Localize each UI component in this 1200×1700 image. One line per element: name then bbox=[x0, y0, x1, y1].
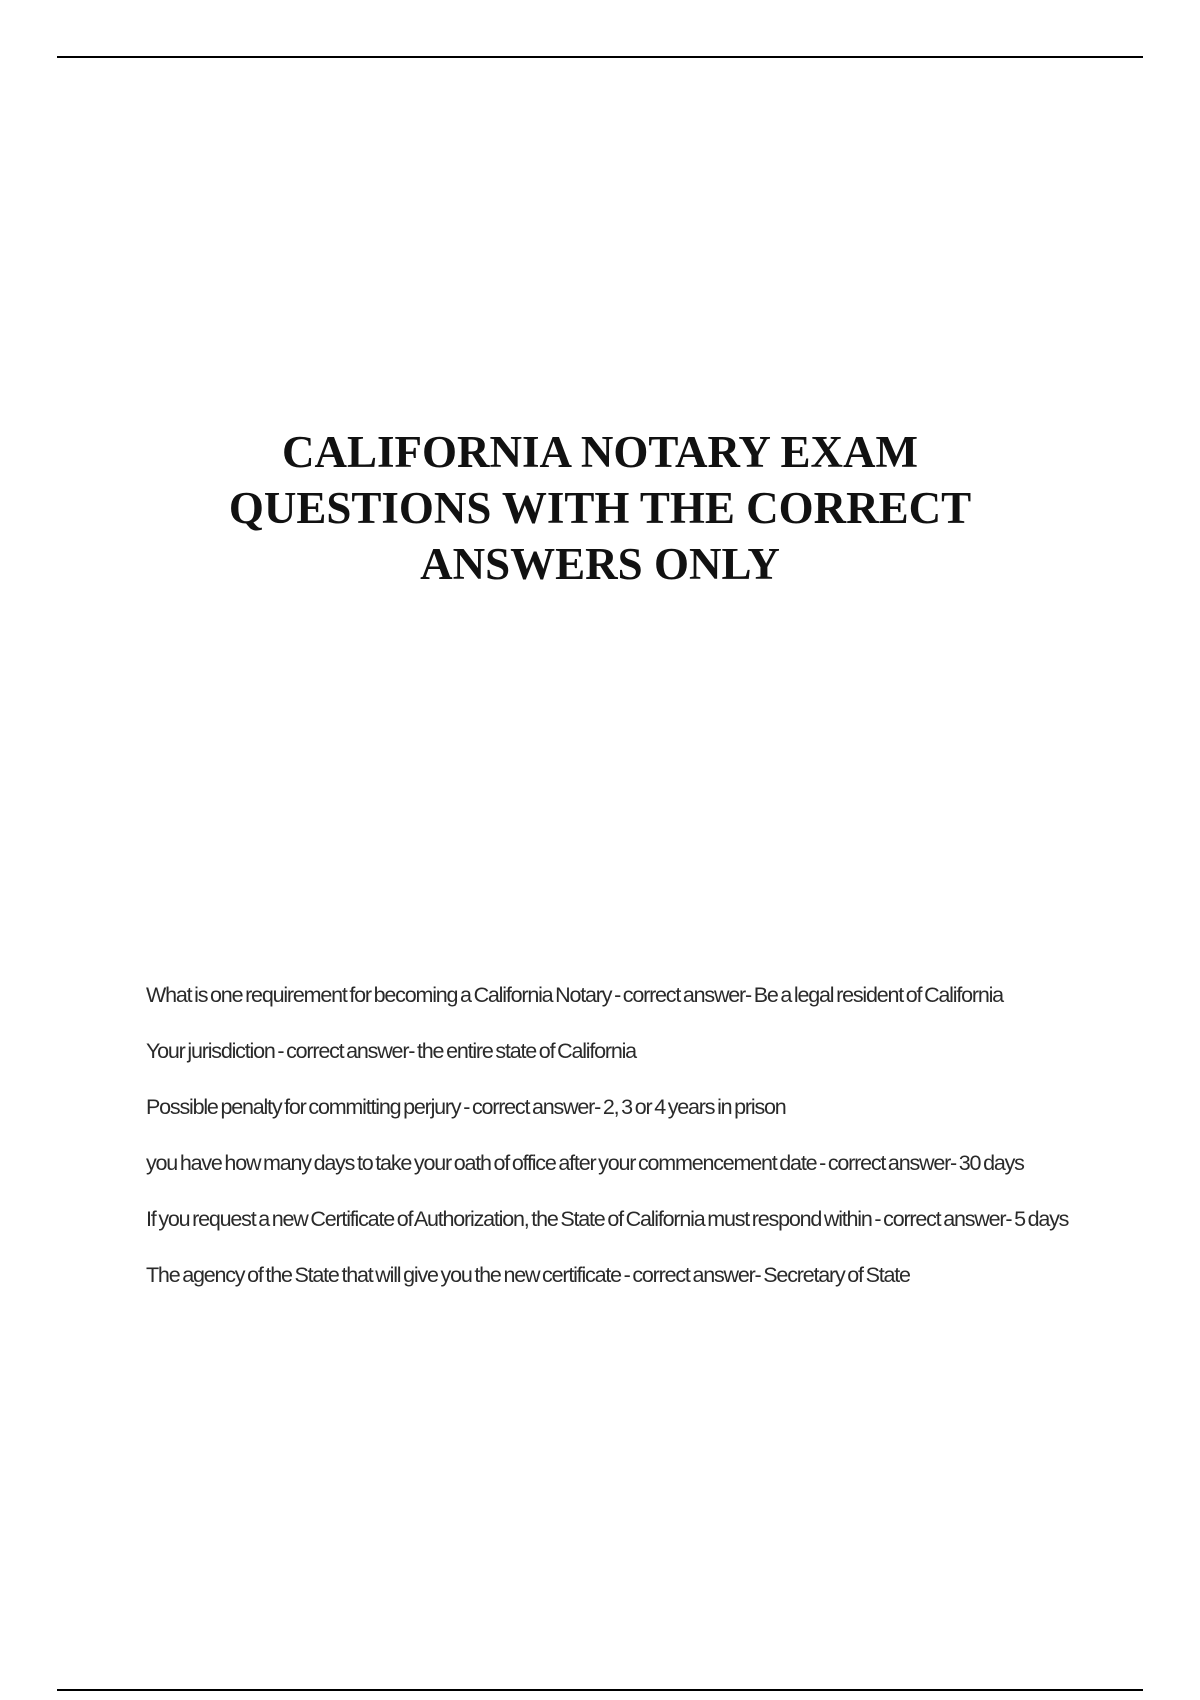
title-line-3: ANSWERS ONLY bbox=[420, 539, 780, 589]
qa-list bbox=[146, 981, 1096, 1317]
qa-item-residency: What is one requirement for becoming a California Notary - correct answer- Be a legal resident of California bbox=[146, 983, 1003, 1007]
qa-item-perjury-penalty: Possible penalty for committing perjury - correct answer- 2, 3 or 4 years in prison bbox=[146, 1095, 786, 1119]
title-line-2: QUESTIONS WITH THE CORRECT bbox=[228, 483, 972, 533]
title-line-1: CALIFORNIA NOTARY EXAM bbox=[282, 427, 918, 477]
footer-rule bbox=[57, 1689, 1143, 1691]
qa-item-oath-days: you have how many days to take your oath of office after your commencement date - correct answer- 30 days bbox=[146, 1151, 1024, 1175]
qa-item-certificate-agency: The agency of the State that will give you the new certificate - correct answer- Secretary of State bbox=[146, 1263, 910, 1287]
document-title bbox=[100, 424, 1100, 592]
qa-item-jurisdiction: Your jurisdiction - correct answer- the entire state of California bbox=[146, 1039, 636, 1063]
qa-item-certificate-response: If you request a new Certificate of Authorization, the State of California must respond within - correct answer- 5 days bbox=[146, 1207, 1069, 1231]
header-rule bbox=[57, 56, 1143, 58]
